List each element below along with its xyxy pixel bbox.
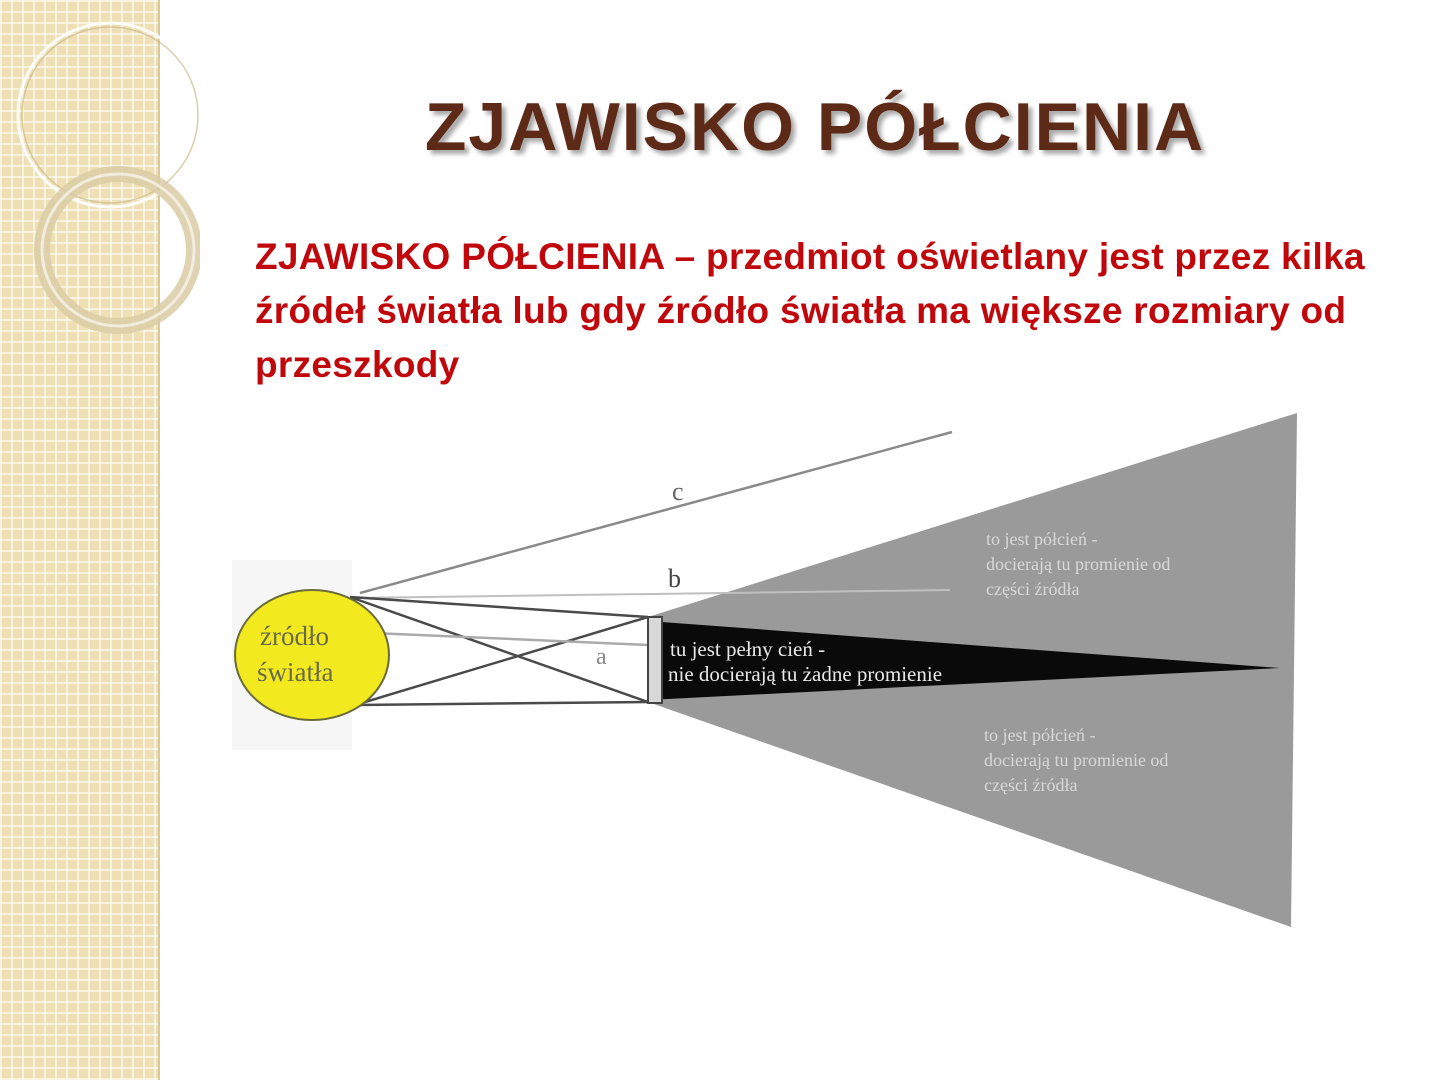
penumbra-bottom-line1: to jest półcień - bbox=[984, 725, 1096, 745]
penumbra-top-line1: to jest półcień - bbox=[986, 529, 1098, 549]
source-label-line1: źródło bbox=[260, 621, 329, 651]
definition-text: ZJAWISKO PÓŁCIENIA – przedmiot oświetlany jest przez kilka źródeł światła lub gdy źródło światła ma większe rozmiary od przeszkody bbox=[255, 236, 1365, 385]
ray-label-c: c bbox=[672, 477, 684, 506]
ray-label-a: a bbox=[596, 644, 607, 670]
slide-title: ZJAWISKO PÓŁCIENIA bbox=[424, 89, 1206, 165]
ray-label-b: b bbox=[668, 564, 681, 593]
umbra-label-line1: tu jest pełny cień - bbox=[670, 637, 826, 661]
penumbra-top-line2: docierają tu promienie od bbox=[986, 554, 1171, 574]
penumbra-bottom-line3: części źródła bbox=[984, 775, 1078, 795]
light-source bbox=[235, 590, 389, 720]
penumbra-bottom-line2: docierają tu promienie od bbox=[984, 750, 1169, 770]
penumbra-top-line3: części źródła bbox=[986, 579, 1080, 599]
source-label-line2: światła bbox=[257, 657, 334, 687]
umbra-label-line2: nie docierają tu żadne promienie bbox=[668, 662, 943, 686]
obstacle bbox=[648, 617, 662, 703]
